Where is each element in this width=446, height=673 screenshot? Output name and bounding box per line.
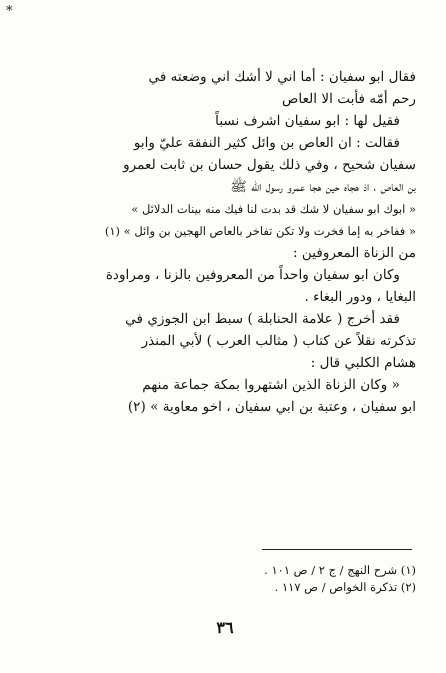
poem-verse: « ففاخر به إما فخرت ولا تكن تفاخر بالعاص الهجين بن وائل » (١): [104, 224, 416, 238]
body-line: فقالت : ان العاص بن وائل كثير النفقة عليّ وابو: [133, 135, 400, 151]
body-text: [46, 66, 416, 418]
footnotes: [100, 562, 416, 596]
poem-verse: « ابوك ابو سفيان لا شك قد بدت لنا فيك منه بينات الدلائل »: [131, 202, 416, 216]
quote-line: « وكان الزناة الذين اشتهروا بمكة جماعة منهم: [142, 377, 400, 393]
body-line: فقد أخرج ( علامة الحنابلة ) سبط ابن الجوزي في: [125, 311, 400, 327]
body-line: فقيل لها : ابو سفيان اشرف نسباً: [215, 113, 400, 129]
footnote: (١) شرح النهج / ج ٢ / ص ١٠١ .: [264, 563, 416, 577]
body-line: البغايا ، ودور البغاء .: [304, 289, 416, 305]
body-line: وكان ابو سفيان واحداً من المعروفين بالزنا ، ومراودة: [105, 267, 400, 283]
body-line: بن العاص ، اذ هجاه حين هجا عمرو رسول الله ﷺ: [230, 179, 416, 195]
page-number: ٣٦: [216, 618, 234, 637]
body-line: هشام الكلبي قال :: [310, 355, 416, 371]
body-line: تذكرته نقلاً عن كتاب ( مثالب العرب ) لأبي المنذر: [141, 333, 416, 349]
body-line: فقال ابو سفيان : أما اني لا أشك اني وضعته في: [148, 69, 416, 85]
quote-line: ابو سفيان ، وعتبة بن ابي سفيان ، اخو معاوية » (٢): [127, 399, 416, 415]
section-heading: من الزناة المعروفين :: [293, 245, 416, 261]
body-line: سفيان شحيح ، وفي ذلك يقول حسان بن ثابت لعمرو: [123, 157, 416, 173]
body-line: رحم أمّه فأبت الا العاص: [282, 91, 416, 107]
footnote: (٢) تذكرة الخواص / ص ١١٧ .: [274, 580, 416, 594]
corner-mark: *: [6, 4, 13, 19]
footnote-divider: [262, 549, 412, 550]
